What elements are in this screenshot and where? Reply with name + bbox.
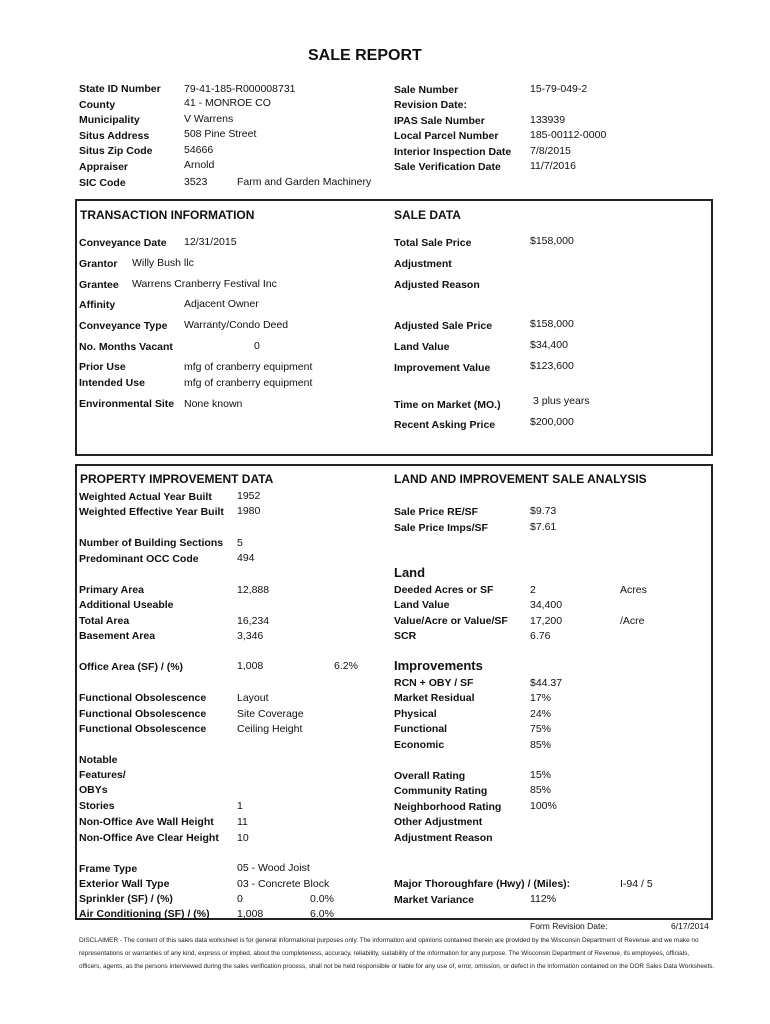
property-row-label: Exterior Wall Type xyxy=(79,878,170,890)
sale-land-value-label: Land Value xyxy=(394,341,450,353)
sale-data-heading: SALE DATA xyxy=(394,208,461,222)
analysis-land-value-label: Land Value xyxy=(394,599,450,611)
county-value: 41 - MONROE CO xyxy=(184,97,271,109)
property-row-value: 0 xyxy=(237,893,243,905)
property-row-label: Predominant OCC Code xyxy=(79,553,199,565)
improvements-heading: Improvements xyxy=(394,658,483,673)
form-revision-label: Form Revision Date: xyxy=(530,921,608,931)
situs-zip-value: 54666 xyxy=(184,144,214,156)
interior-inspection-value: 7/8/2015 xyxy=(530,145,571,157)
transaction-heading: TRANSACTION INFORMATION xyxy=(80,208,255,222)
ipas-sale-number-value: 133939 xyxy=(530,114,566,126)
property-row-label: Sprinkler (SF) / (%) xyxy=(79,893,173,905)
interior-inspection-label: Interior Inspection Date xyxy=(394,146,512,158)
sic-code-value: 3523 xyxy=(184,176,208,188)
adjustment-reason-label: Adjustment Reason xyxy=(394,832,493,844)
local-parcel-value: 185-00112-0000 xyxy=(530,129,607,141)
scr-value: 6.76 xyxy=(530,630,551,642)
form-revision-date: 6/17/2014 xyxy=(671,921,709,931)
property-row-label: Non-Office Ave Clear Height xyxy=(79,832,219,844)
property-row-label: Primary Area xyxy=(79,584,144,596)
physical-label: Physical xyxy=(394,708,437,720)
property-row-value: 03 - Concrete Block xyxy=(237,878,330,890)
environmental-label: Environmental Site xyxy=(79,398,175,410)
property-row-label: Additional Useable xyxy=(79,599,174,611)
affinity-value: Adjacent Owner xyxy=(184,298,259,310)
revision-date-label: Revision Date: xyxy=(394,99,467,111)
property-row-value: 16,234 xyxy=(237,615,270,627)
physical-value: 24% xyxy=(530,708,552,720)
property-row-label: Functional Obsolescence xyxy=(79,723,207,735)
improvement-value-value: $123,600 xyxy=(530,360,574,372)
total-sale-price-value: $158,000 xyxy=(530,235,574,247)
intended-use-value: mfg of cranberry equipment xyxy=(184,377,313,389)
disclaimer-line-3: officers, agents, as the persons interviewed during the sales verification process, shall not be held responsible or liable for any use of, error, omission, or defect in the information contained on the DOR Sales Data Worksheets. xyxy=(79,963,715,970)
analysis-land-value-value: 34,400 xyxy=(530,599,563,611)
conveyance-type-value: Warranty/Condo Deed xyxy=(184,319,289,331)
disclaimer-line-2: representations or warranties of any kind, express or implied, about the completeness, accuracy, reliability, suitability of the information for any purpose. The Wisconsin Department of Revenue, its employees, officials, xyxy=(79,950,690,957)
overall-rating-label: Overall Rating xyxy=(394,770,466,782)
community-rating-label: Community Rating xyxy=(394,785,488,797)
property-row-label: Functional Obsolescence xyxy=(79,708,207,720)
property-row-value: 5 xyxy=(237,537,243,549)
situs-address-label: Situs Address xyxy=(79,130,150,142)
state-id-value: 79-41-185-R000008731 xyxy=(184,83,296,95)
sale-price-imps-label: Sale Price Imps/SF xyxy=(394,522,488,534)
deeded-unit: Acres xyxy=(620,584,647,596)
market-residual-value: 17% xyxy=(530,692,552,704)
recent-asking-label: Recent Asking Price xyxy=(394,419,496,431)
sic-code-label: SIC Code xyxy=(79,177,126,189)
property-heading: PROPERTY IMPROVEMENT DATA xyxy=(80,472,274,486)
property-row-label: Non-Office Ave Wall Height xyxy=(79,816,214,828)
county-label: County xyxy=(79,99,116,111)
property-row-percent: 6.0% xyxy=(310,908,334,920)
intended-use-label: Intended Use xyxy=(79,377,145,389)
sale-price-re-label: Sale Price RE/SF xyxy=(394,506,479,518)
property-row-label: Basement Area xyxy=(79,630,156,642)
property-row-label: OBYs xyxy=(79,784,108,796)
adjusted-reason-label: Adjusted Reason xyxy=(394,279,480,291)
sale-verification-value: 11/7/2016 xyxy=(530,160,576,172)
disclaimer-line-1: DISCLAIMER - The content of this sales data worksheet is for general informational purposes only. The information and opinions contained therein are provided by the Wisconsin Department of Revenue and we make no xyxy=(79,937,699,944)
situs-address-value: 508 Pine Street xyxy=(184,128,257,140)
value-acre-value: 17,200 xyxy=(530,615,563,627)
time-on-market-label: Time on Market (MO.) xyxy=(394,399,501,411)
property-row-label: Number of Building Sections xyxy=(79,537,224,549)
grantee-value: Warrens Cranberry Festival Inc xyxy=(132,278,277,290)
thoroughfare-value: I-94 / 5 xyxy=(620,878,653,890)
property-row-label: Office Area (SF) / (%) xyxy=(79,661,184,673)
rcn-value: $44.37 xyxy=(530,677,563,689)
property-row-label: Notable xyxy=(79,754,118,766)
local-parcel-label: Local Parcel Number xyxy=(394,130,499,142)
prior-use-value: mfg of cranberry equipment xyxy=(184,361,313,373)
property-row-value: 05 - Wood Joist xyxy=(237,862,310,874)
property-row-label: Functional Obsolescence xyxy=(79,692,207,704)
market-residual-label: Market Residual xyxy=(394,692,475,704)
functional-value: 75% xyxy=(530,723,552,735)
sale-verification-label: Sale Verification Date xyxy=(394,161,501,173)
value-acre-label: Value/Acre or Value/SF xyxy=(394,615,508,627)
land-heading: Land xyxy=(394,565,426,580)
neighborhood-rating-value: 100% xyxy=(530,800,557,812)
functional-label: Functional xyxy=(394,723,448,735)
property-row-percent: 0.0% xyxy=(310,893,334,905)
analysis-heading: LAND AND IMPROVEMENT SALE ANALYSIS xyxy=(394,472,647,486)
sic-code-description: Farm and Garden Machinery xyxy=(237,176,372,188)
conveyance-type-label: Conveyance Type xyxy=(79,320,168,332)
market-variance-label: Market Variance xyxy=(394,894,474,906)
property-row-value: 1952 xyxy=(237,490,261,502)
adjusted-sale-price-label: Adjusted Sale Price xyxy=(394,320,493,332)
property-row-value: Ceiling Height xyxy=(237,723,303,735)
deeded-label: Deeded Acres or SF xyxy=(394,584,494,596)
property-row-label: Air Conditioning (SF) / (%) xyxy=(79,908,210,920)
time-on-market-value: 3 plus years xyxy=(533,395,590,407)
improvement-value-label: Improvement Value xyxy=(394,362,491,374)
rcn-label: RCN + OBY / SF xyxy=(394,677,474,689)
sale-number-label: Sale Number xyxy=(394,84,459,96)
property-row-value: 494 xyxy=(237,552,255,564)
property-row-value: 3,346 xyxy=(237,630,264,642)
page-title: SALE REPORT xyxy=(308,47,422,64)
property-row-label: Weighted Effective Year Built xyxy=(79,506,224,518)
community-rating-value: 85% xyxy=(530,784,552,796)
scr-label: SCR xyxy=(394,630,417,642)
sale-number-value: 15-79-049-2 xyxy=(530,83,588,95)
state-id-label: State ID Number xyxy=(79,83,161,95)
property-row-value: 10 xyxy=(237,832,249,844)
adjustment-label: Adjustment xyxy=(394,258,452,270)
property-row-value: 1980 xyxy=(237,505,261,517)
ipas-sale-number-label: IPAS Sale Number xyxy=(394,115,485,127)
property-row-value: Site Coverage xyxy=(237,708,304,720)
affinity-label: Affinity xyxy=(79,299,116,311)
economic-value: 85% xyxy=(530,739,552,751)
months-vacant-label: No. Months Vacant xyxy=(79,341,173,353)
municipality-value: V Warrens xyxy=(184,113,234,125)
recent-asking-value: $200,000 xyxy=(530,416,574,428)
property-row-value: 1 xyxy=(237,800,243,812)
conveyance-date-value: 12/31/2015 xyxy=(184,236,237,248)
grantee-label: Grantee xyxy=(79,279,119,291)
property-row-value: 12,888 xyxy=(237,584,270,596)
prior-use-label: Prior Use xyxy=(79,361,126,373)
property-row-label: Total Area xyxy=(79,615,130,627)
property-row-value: 1,008 xyxy=(237,660,264,672)
sale-price-re-value: $9.73 xyxy=(530,505,557,517)
property-row-label: Stories xyxy=(79,800,115,812)
property-row-label: Weighted Actual Year Built xyxy=(79,491,212,503)
thoroughfare-label: Major Thoroughfare (Hwy) / (Miles): xyxy=(394,878,571,890)
sale-price-imps-value: $7.61 xyxy=(530,521,557,533)
deeded-value: 2 xyxy=(530,584,536,596)
adjusted-sale-price-value: $158,000 xyxy=(530,318,574,330)
market-variance-value: 112% xyxy=(530,893,557,905)
economic-label: Economic xyxy=(394,739,445,751)
neighborhood-rating-label: Neighborhood Rating xyxy=(394,801,502,813)
environmental-value: None known xyxy=(184,398,243,410)
property-row-value: 11 xyxy=(237,816,248,828)
conveyance-date-label: Conveyance Date xyxy=(79,237,167,249)
property-row-value: 1,008 xyxy=(237,908,264,920)
sale-land-value-value: $34,400 xyxy=(530,339,568,351)
grantor-label: Grantor xyxy=(79,258,118,270)
value-acre-unit: /Acre xyxy=(620,615,645,627)
appraiser-label: Appraiser xyxy=(79,161,129,173)
appraiser-value: Arnold xyxy=(184,159,215,171)
months-vacant-value: 0 xyxy=(254,340,260,352)
other-adjustment-label: Other Adjustment xyxy=(394,816,483,828)
grantor-value: Willy Bush llc xyxy=(132,257,194,269)
property-row-label: Frame Type xyxy=(79,863,138,875)
municipality-label: Municipality xyxy=(79,114,140,126)
property-row-label: Features/ xyxy=(79,769,126,781)
total-sale-price-label: Total Sale Price xyxy=(394,237,472,249)
overall-rating-value: 15% xyxy=(530,769,552,781)
property-row-percent: 6.2% xyxy=(334,660,358,672)
situs-zip-label: Situs Zip Code xyxy=(79,145,153,157)
property-row-value: Layout xyxy=(237,692,269,704)
